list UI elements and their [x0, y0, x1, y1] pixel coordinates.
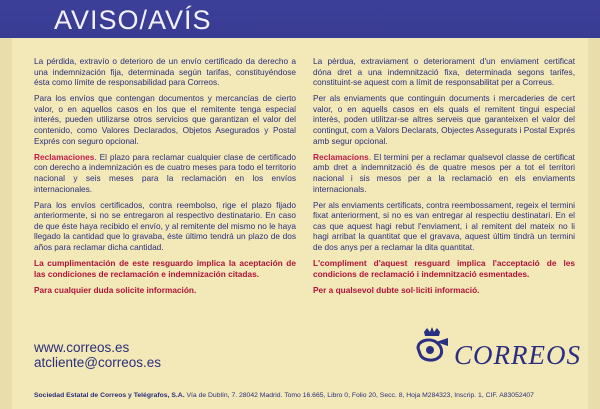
crown-horn-icon	[410, 326, 454, 370]
paragraph-info-ca: Per a qualsevol dubte sol·liciti informació.	[313, 284, 480, 295]
footer-details: Vía de Dublín, 7. 28042 Madrid. Tomo 16.665, Libro 0, Folio 20, Secc. 8, Hoja M284323, Inscrip. 1, CIF. A83052407	[184, 392, 534, 399]
paragraph-cod-ca: Per als enviaments certificats, contra reembossament, regeix el termini fixat anteriorment, si no es van entregar al respectiu destinatari. En el cas que aquest hagi rebut l'enviament, i al remitent del mateix no li hagi arribat la quantitat que el gravava, aquest últim tindrà un termini de dos anys per a reclamar la dita quantitat.	[313, 199, 575, 252]
correos-logo	[410, 322, 581, 372]
paragraph-acceptance: La cumplimentación de este resguardo implica la aceptación de las condiciones de reclamación e indemnización citadas.	[34, 258, 296, 279]
footer	[34, 392, 574, 399]
claims-term: Reclamaciones	[34, 151, 95, 162]
contact-block	[34, 340, 161, 370]
catalan-column	[313, 56, 575, 301]
paragraph-info: Para cualquier duda solicite información.	[34, 284, 197, 295]
paragraph-services: Para los envíos que contengan documentos y mercancías de cierto valor, o en aquellos casos en los que el remitente tenga especial interés, pueden utilizarse otros servicios que garantizan el valor del contenido, como Valores Declarados, Objetos Asegurados y Postal Exprés con seguro opcional.	[34, 93, 296, 146]
claims-text: . El plazo para reclamar cualquier clase de certificado con derecho a indemnización es de cuatro meses para todo el territorio nacional y seis meses para la reclamación en los envíos internacionales.	[34, 151, 296, 194]
website-link[interactable]: www.correos.es	[34, 340, 130, 355]
claims-text-ca: . El termini per a reclamar qualsevol classe de certificat amb dret a indemnització és de quatre mesos per a tot el territori nacional i sis mesos per a la reclamació en els enviaments internacionals.	[313, 151, 575, 194]
footer-company: Sociedad Estatal de Correos y Telégrafos, S.A.	[34, 392, 185, 399]
email-link[interactable]: atcliente@correos.es	[34, 355, 162, 370]
paragraph-claims	[34, 152, 296, 194]
paragraph-services-ca: Per als enviaments que continguin documents i mercaderies de cert valor, o en aquells casos en els quals el remitent tingui especial interès, poden utilitzar-se altres serveis que garanteixen el valor del contingut, com a Valors Declarats, Objectes Assegurats i Postal Exprés amb segur opcional.	[313, 93, 575, 146]
title-band	[0, 0, 600, 38]
paragraph-cod: Para los envíos certificados, contra reembolso, rige el plazo fijado anteriormente, si no se entregaron al respectivo destinatario. En caso de que éste haya recibido el envío, y al remitente del mismo no le haya llegado la cantidad que lo gravaba, éste último tendrá un plazo de dos años para reclamar dicha cantidad.	[34, 199, 296, 252]
paragraph-liability-ca: La pèrdua, extraviament o deteriorament d'un enviament certificat dóna dret a una indemnització fixa, determinada segons tarifes, constituint-se aquest com a límit de responsabilitat per a Correus.	[313, 56, 575, 88]
paragraph-claims-ca	[313, 152, 575, 194]
paragraph-liability: La pérdida, extravío o deterioro de un envío certificado da derecho a una indemnización fija, determinada según tarifas, constituyéndose ésta como límite de responsabilidad para Correos.	[34, 56, 296, 88]
spanish-column	[34, 56, 296, 301]
logo-wordmark: CORREOS	[454, 340, 581, 370]
paragraph-acceptance-ca: L'compliment d'aquest resguard implica l'acceptació de les condicions de reclamació i indemnització esmentades.	[313, 258, 575, 279]
claims-term-ca: Reclamacions	[313, 151, 369, 162]
page-title: AVISO/AVÍS	[54, 5, 212, 35]
